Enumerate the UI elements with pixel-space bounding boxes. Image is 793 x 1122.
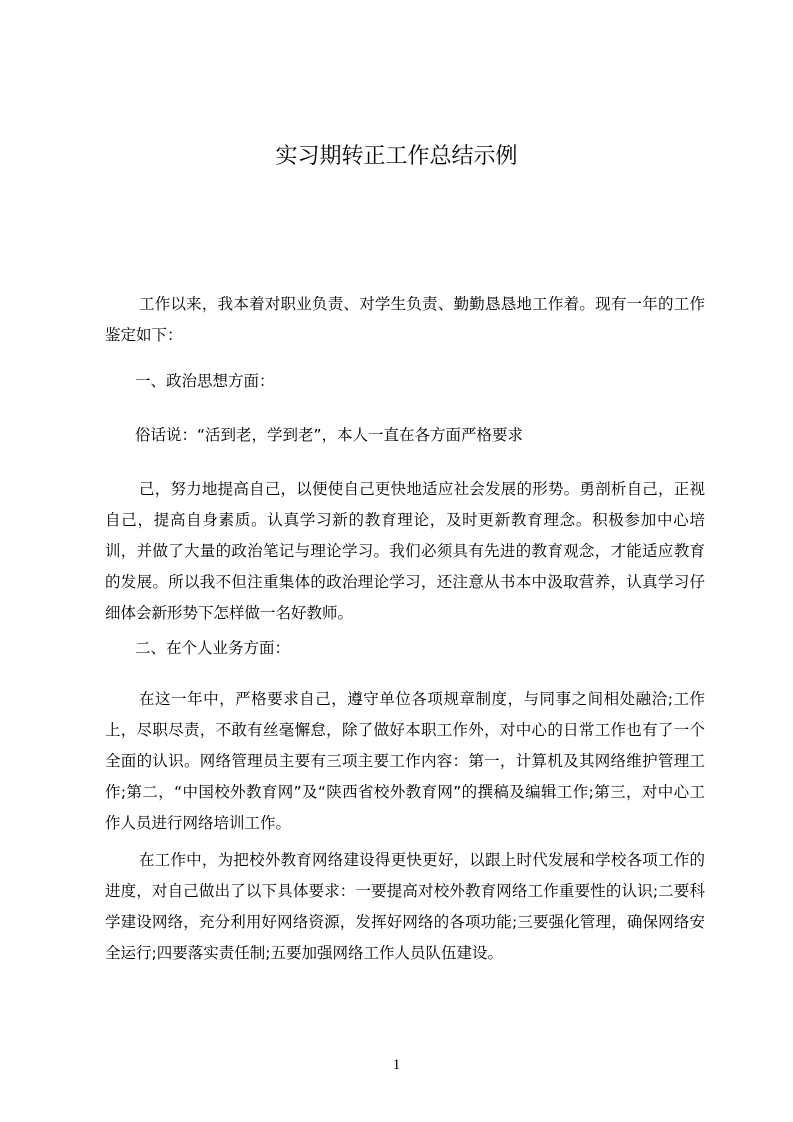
- saying-paragraph: 俗话说：“活到老，学到老”，本人一直在各方面严格要求: [135, 426, 524, 444]
- section-heading-political: 一、政治思想方面：: [135, 372, 275, 390]
- intro-paragraph: 工作以来，我本着对职业负责、对学生负责、勤勤恳恳地工作着。现有一年的工作鉴定如下：: [105, 295, 705, 344]
- political-paragraph: 己，努力地提高自己，以便使自己更快地适应社会发展的形势。勇剖析自己，正视自己，提高自身素质。认真学习新的教育理论，及时更新教育理念。积极参加中心培训，并做了大量的政治笔记与理论学习。我们必须具有先进的教育观念，才能适应教育的发展。所以我不但注重集体的政治理论学习，还注意从书本中汲取营养，认真学习仔细体会新形势下怎样做一名好教师。: [105, 480, 705, 622]
- page-number: 1: [392, 1057, 401, 1073]
- page-title: 实习期转正工作总结示例: [275, 144, 518, 169]
- section-heading-business: 二、在个人业务方面：: [135, 639, 291, 657]
- requirements-paragraph: 在工作中，为把校外教育网络建设得更快更好，以跟上时代发展和学校各项工作的进度，对自己做出了以下具体要求：一要提高对校外教育网络工作重要性的认识;二要科学建设网络，充分利用好网络资源，发挥好网络的各项功能;三要强化管理，确保网络安全运行;四要落实责任制;五要加强网络工作人员队伍建设。: [105, 851, 705, 962]
- business-paragraph: 在这一年中，严格要求自己，遵守单位各项规章制度，与同事之间相处融洽;工作上，尽职尽责，不敢有丝毫懈怠，除了做好本职工作外，对中心的日常工作也有了一个全面的认识。网络管理员主要有三项主要工作内容：第一，计算机及其网络维护管理工作;第二，“中国校外教育网”及“陕西省校外教育网”的撰稿及编辑工作;第三，对中心工作人员进行网络培训工作。: [105, 690, 705, 832]
